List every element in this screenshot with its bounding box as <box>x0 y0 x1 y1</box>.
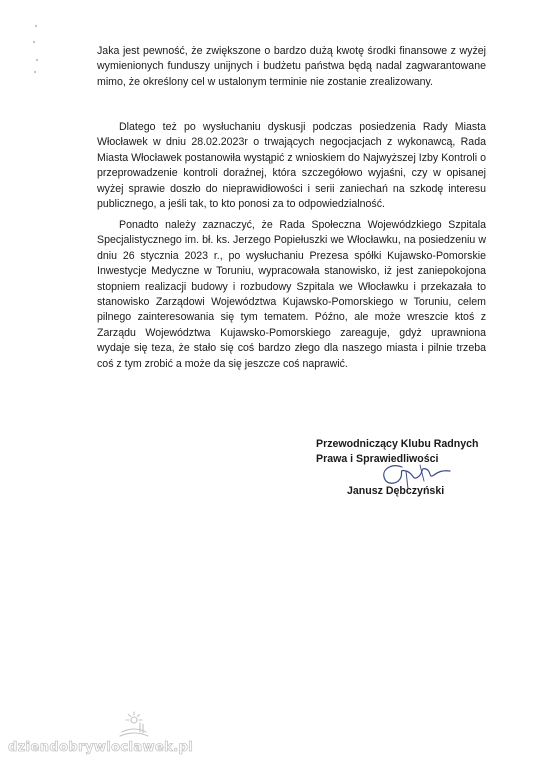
signature-title-line-2: Prawa i Sprawiedliwości <box>316 453 439 466</box>
paragraph-2: Dlatego też po wysłuchaniu dyskusji podczas posiedzenia Rady Miasta Włocławek w dniu 28.02.2023r o trwających negocjacjach z wykonawcą, Rada Miasta Włocławek postanowiła wystąpić z wnioskiem do Najwyższej Izby Kontroli o przeprowadzenie kontroli doraźnej, która szczegółowo wyjaśni, czy w opisanej wyżej sprawie doszło do nieprawidłowości i serii zaniechań na szkodę interesu publicznego, a jeśli tak, to kto ponosi za to odpowiedzialność. <box>97 121 486 211</box>
watermark-text: dziendobrywloclawek.pl <box>8 740 194 755</box>
signatory-name: Janusz Dębczyński <box>347 485 445 497</box>
watermark <box>8 710 208 760</box>
signature-block <box>316 437 516 497</box>
watermark-logo-icon <box>116 710 152 740</box>
scan-margin-marks <box>24 20 44 80</box>
signature-title-line-1: Przewodniczący Klubu Radnych <box>316 438 479 450</box>
paragraph-3: Ponadto należy zaznaczyć, że Rada Społeczna Wojewódzkiego Szpitala Specjalistycznego im. bł. ks. Jerzego Popiełuszki we Włocławku, na posiedzeniu w dniu 26 stycznia 2023 r., po wysłuchaniu Prezesa spółki Kujawsko-Pomorskie Inwestycje Medyczne w Toruniu, wypracowała stanowisko, iż jest zaniepokojona stopniem realizacji budowy i rozbudowy Szpitala we Włocławku i przekazała to stanowisko Zarządowi Województwa Kujawsko-Pomorskiego w Toruniu, celem pilnego zainteresowania się tym tematem. Późno, ale może wreszcie ktoś z Zarządu Województwa Kujawsko-Pomorskiego zareaguje, gdyż uprawniona wydaje się teza, że stało się coś bardzo złego dla naszego miasta i pilnie trzeba coś z tym zrobić a może da się jeszcze coś naprawić. <box>97 219 486 370</box>
paragraph-1: Jaka jest pewność, że zwiększone o bardzo dużą kwotę środki finansowe z wyżej wymienionych funduszy unijnych i budżetu państwa będą nadal zagwarantowane mimo, że określony cel w ustalonym terminie nie zostanie zrealizowany. <box>97 45 486 88</box>
